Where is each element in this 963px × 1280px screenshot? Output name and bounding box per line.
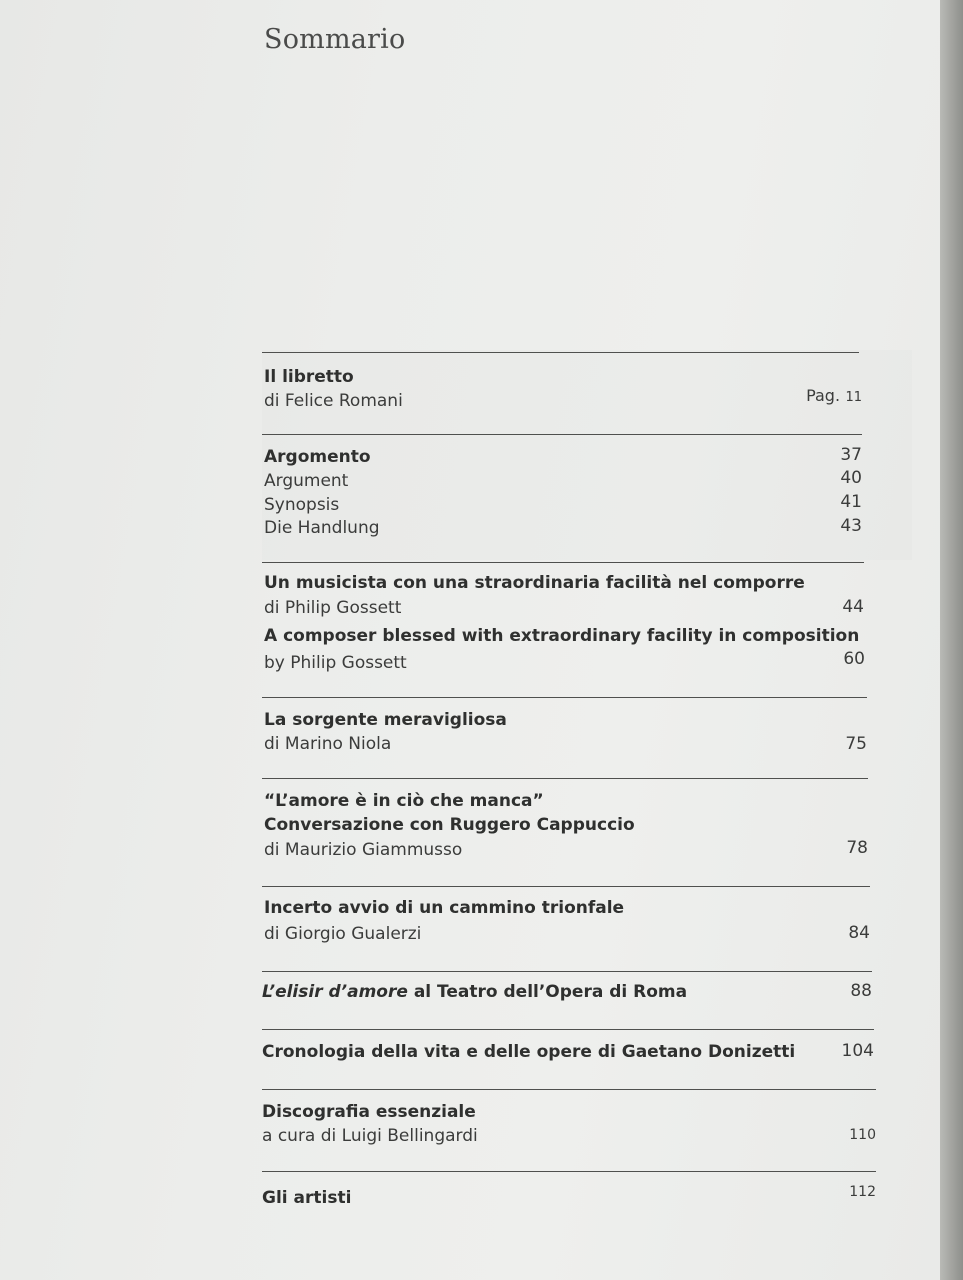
entry-author: by Philip Gossett xyxy=(264,653,407,673)
entry-title: Argomento xyxy=(264,447,371,467)
entry-title: Incerto avvio di un cammino trionfale xyxy=(264,898,625,918)
page-number: 110 xyxy=(849,1127,876,1143)
page-number: 43 xyxy=(840,516,862,536)
entry-title: Gli artisti xyxy=(262,1188,352,1208)
page-number: 41 xyxy=(840,492,862,512)
divider xyxy=(262,697,867,698)
entry-title: La sorgente meravigliosa xyxy=(264,710,507,730)
entry-author: di Maurizio Giammusso xyxy=(264,840,463,860)
entry-title: Synopsis xyxy=(264,495,340,515)
page-label: Pag. xyxy=(806,386,841,405)
entry-title: A composer blessed with extraordinary facility in composition xyxy=(264,626,860,646)
divider xyxy=(262,1089,876,1090)
entry-title: Die Handlung xyxy=(264,518,380,538)
entry-title: Un musicista con una straordinaria facilità nel comporre xyxy=(264,573,805,593)
entry-title: Il libretto xyxy=(264,367,354,387)
entry-author: di Giorgio Gualerzi xyxy=(264,924,422,944)
divider xyxy=(262,562,864,563)
entry-title-rest: al Teatro dell’Opera di Roma xyxy=(407,982,688,1002)
page-edge xyxy=(940,0,963,1280)
page-number: 112 xyxy=(849,1184,876,1200)
page-value: 11 xyxy=(845,390,862,405)
entry-title: Cronologia della vita e delle opere di Gaetano Donizetti xyxy=(262,1042,796,1062)
divider xyxy=(262,971,872,972)
page-title: Sommario xyxy=(264,24,406,55)
divider xyxy=(262,352,859,353)
entry-title xyxy=(262,981,687,1003)
entry-author: di Felice Romani xyxy=(264,391,403,411)
divider xyxy=(262,886,870,887)
page-number: 88 xyxy=(850,981,872,1001)
page-number: 84 xyxy=(848,923,870,943)
entry-author: a cura di Luigi Bellingardi xyxy=(262,1126,478,1146)
entry-title: Discografia essenziale xyxy=(262,1102,476,1122)
page-number: 44 xyxy=(842,597,864,617)
page-number xyxy=(798,385,862,409)
page-number: 104 xyxy=(841,1041,874,1061)
divider xyxy=(262,778,868,779)
divider xyxy=(262,1029,874,1030)
entry-title: Argument xyxy=(264,471,349,491)
page-number: 40 xyxy=(840,468,862,488)
page-number: 75 xyxy=(845,734,867,754)
page-number: 37 xyxy=(840,445,862,465)
page-number: 60 xyxy=(843,649,865,669)
entry-title: “L’amore è in ciò che manca” xyxy=(264,791,544,811)
divider xyxy=(262,434,862,435)
page-number: 78 xyxy=(846,838,868,858)
entry-title-italic: L’elisir d’amore xyxy=(262,982,408,1002)
divider xyxy=(262,1171,876,1172)
entry-author: di Philip Gossett xyxy=(264,598,402,618)
entry-title: Conversazione con Ruggero Cappuccio xyxy=(264,815,635,835)
entry-author: di Marino Niola xyxy=(264,734,392,754)
